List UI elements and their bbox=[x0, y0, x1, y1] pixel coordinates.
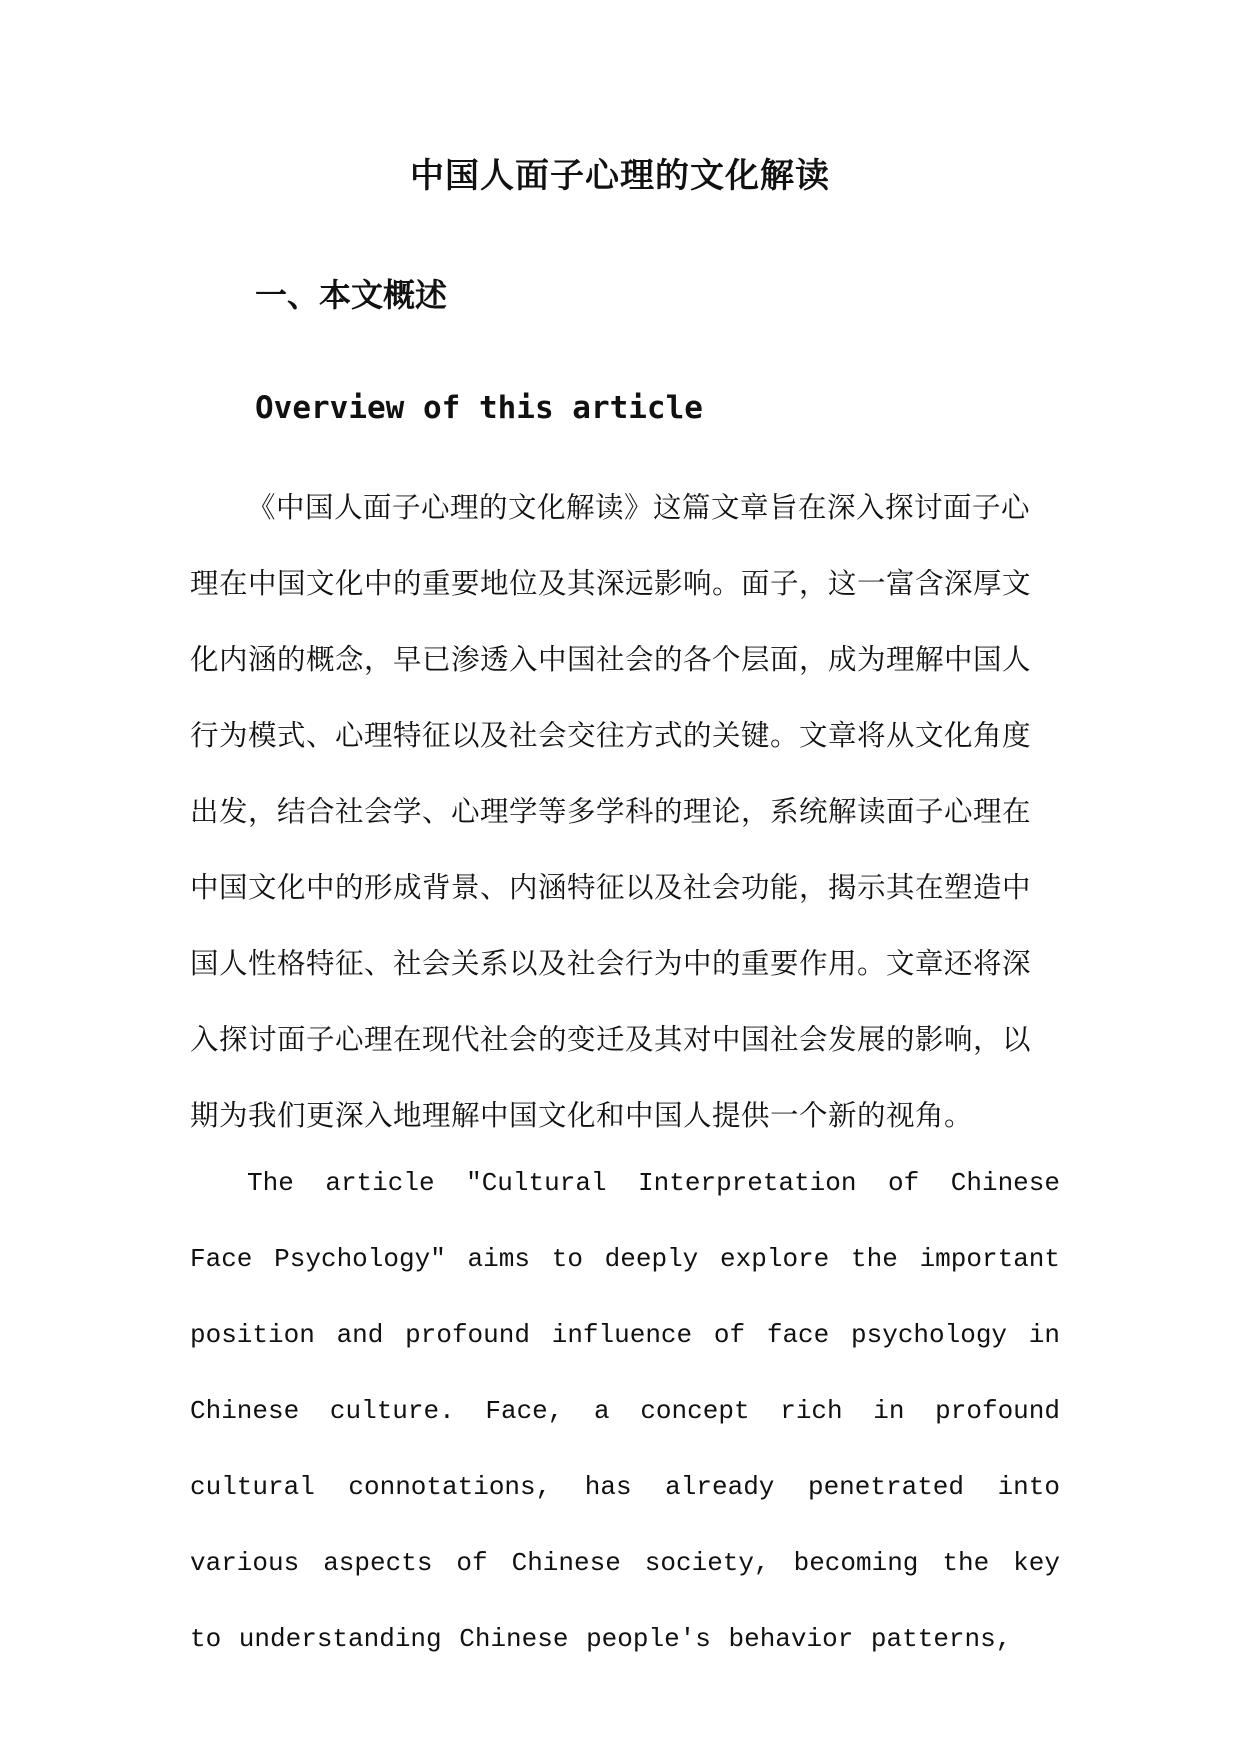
english-body-paragraph: The article "Cultural Interpretation of Chinese Face Psychology" aims to deeply explore the important position and profound influence of face psychology in Chinese culture. Face, a concept rich in profound cultural connotations, has already penetrated into various aspects of Chinese society, becoming the key to understanding Chinese people's behavior patterns, bbox=[190, 1168, 1060, 1654]
document-title: 中国人面子心理的文化解读 bbox=[410, 156, 830, 196]
english-section-heading: Overview of this article bbox=[255, 390, 703, 426]
section-heading: 一、本文概述 bbox=[255, 276, 448, 314]
chinese-body-paragraph: 《中国人面子心理的文化解读》这篇文章旨在深入探讨面子心理在中国文化中的重要地位及其深远影响。面子，这一富含深厚文化内涵的概念，早已渗透入中国社会的各个层面，成为理解中国人行为模式、心理特征以及社会交往方式的关键。文章将从文化角度出发，结合社会学、心理学等多学科的理论，系统解读面子心理在中国文化中的形成背景、内涵特征以及社会功能，揭示其在塑造中国人性格特征、社会关系以及社会行为中的重要作用。文章还将深入探讨面子心理在现代社会的变迁及其对中国社会发展的影响，以期为我们更深入地理解中国文化和中国人提供一个新的视角。 bbox=[190, 491, 1032, 1132]
